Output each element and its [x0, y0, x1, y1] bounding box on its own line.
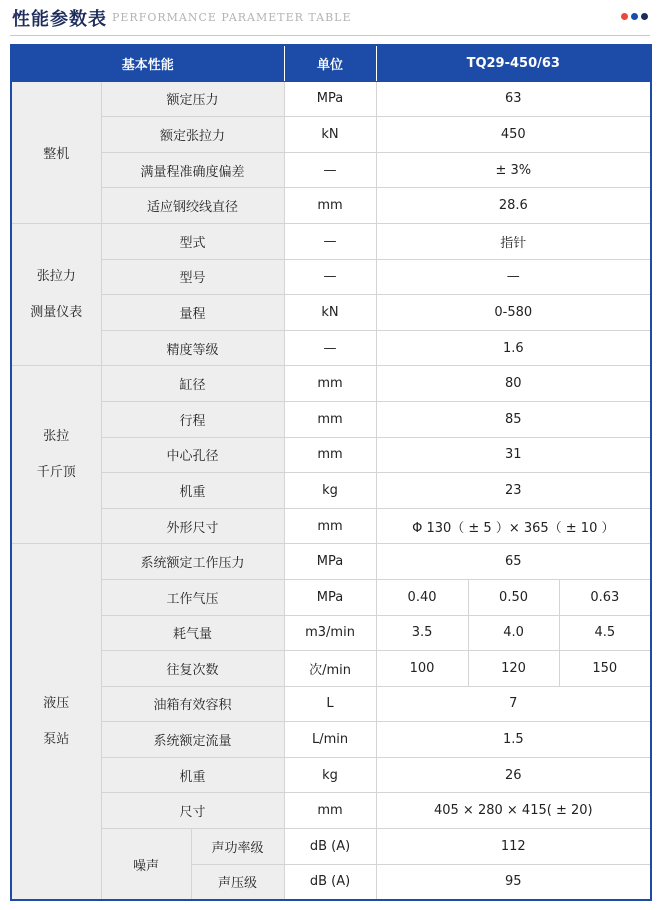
value-cell: 150	[559, 651, 651, 687]
prop-cell: 耗气量	[101, 615, 284, 651]
unit-cell: kg	[284, 473, 376, 509]
value-cell: 7	[376, 686, 651, 722]
table-row	[11, 152, 651, 188]
group-whole-machine: 整机	[11, 81, 101, 223]
prop-cell: 声压级	[191, 864, 284, 900]
value-cell: 65	[376, 544, 651, 580]
prop-cell: 系统额定流量	[101, 722, 284, 758]
table-row	[11, 793, 651, 829]
value-cell: Φ 130（ ± 5 ）× 365（ ± 10 ）	[376, 508, 651, 544]
prop-cell: 型号	[101, 259, 284, 295]
group-label-line: 泵站	[43, 731, 70, 747]
navy-dot-icon	[641, 13, 648, 20]
value-cell: 450	[376, 117, 651, 153]
table-row	[11, 686, 651, 722]
group-gauge	[11, 223, 101, 365]
prop-cell: 尺寸	[101, 793, 284, 829]
value-cell: 0.50	[468, 579, 559, 615]
value-cell: 63	[376, 81, 651, 117]
unit-cell: m3/min	[284, 615, 376, 651]
prop-cell: 中心孔径	[101, 437, 284, 473]
unit-cell: —	[284, 223, 376, 259]
table-row	[11, 295, 651, 331]
value-cell: 95	[376, 864, 651, 900]
value-cell: 405 × 280 × 415( ± 20)	[376, 793, 651, 829]
header-unit: 单位	[284, 45, 376, 81]
table-row	[11, 259, 651, 295]
table-row	[11, 401, 651, 437]
value-cell: 112	[376, 829, 651, 865]
group-label-line: 千斤顶	[36, 464, 76, 480]
prop-cell: 机重	[101, 757, 284, 793]
unit-cell: kg	[284, 757, 376, 793]
group-label-line: 测量仪表	[30, 304, 83, 320]
group-pump	[11, 544, 101, 900]
value-cell: 120	[468, 651, 559, 687]
unit-cell: —	[284, 152, 376, 188]
page-header	[0, 0, 660, 38]
prop-cell: 工作气压	[101, 579, 284, 615]
header-model: TQ29-450/63	[376, 45, 651, 81]
table-row	[11, 829, 651, 865]
unit-cell: L	[284, 686, 376, 722]
value-cell: 26	[376, 757, 651, 793]
table-row	[11, 757, 651, 793]
unit-cell: MPa	[284, 81, 376, 117]
value-cell: 0.63	[559, 579, 651, 615]
page-title: 性能参数表	[12, 9, 107, 30]
value-cell: 4.5	[559, 615, 651, 651]
table-row	[11, 508, 651, 544]
group-label-line: 张拉力	[36, 268, 76, 284]
decorative-dots	[621, 13, 648, 20]
table-row	[11, 473, 651, 509]
unit-cell: MPa	[284, 579, 376, 615]
value-cell: 85	[376, 401, 651, 437]
unit-cell: mm	[284, 508, 376, 544]
unit-cell: mm	[284, 366, 376, 402]
unit-cell: —	[284, 330, 376, 366]
value-cell: 80	[376, 366, 651, 402]
unit-cell: mm	[284, 401, 376, 437]
value-cell: 3.5	[376, 615, 468, 651]
prop-cell: 额定压力	[101, 81, 284, 117]
table-row	[11, 544, 651, 580]
table-row	[11, 188, 651, 224]
prop-cell: 额定张拉力	[101, 117, 284, 153]
unit-cell: MPa	[284, 544, 376, 580]
table-row	[11, 117, 651, 153]
table-row	[11, 437, 651, 473]
value-cell: —	[376, 259, 651, 295]
table-header-row	[11, 45, 651, 81]
unit-cell: —	[284, 259, 376, 295]
header-divider	[10, 35, 650, 36]
group-jack	[11, 366, 101, 544]
unit-cell: L/min	[284, 722, 376, 758]
prop-cell: 满量程准确度偏差	[101, 152, 284, 188]
prop-cell: 外形尺寸	[101, 508, 284, 544]
unit-cell: dB (A)	[284, 829, 376, 865]
unit-cell: dB (A)	[284, 864, 376, 900]
blue-dot-icon	[631, 13, 638, 20]
value-cell: 1.5	[376, 722, 651, 758]
table-row	[11, 330, 651, 366]
value-cell: 100	[376, 651, 468, 687]
noise-label: 噪声	[101, 829, 191, 901]
table-row	[11, 651, 651, 687]
prop-cell: 机重	[101, 473, 284, 509]
unit-cell: 次/min	[284, 651, 376, 687]
header-performance: 基本性能	[11, 45, 284, 81]
table-row	[11, 615, 651, 651]
prop-cell: 往复次数	[101, 651, 284, 687]
value-cell: 31	[376, 437, 651, 473]
value-cell: 0.40	[376, 579, 468, 615]
value-cell: 23	[376, 473, 651, 509]
page-subtitle: PERFORMANCE PARAMETER TABLE	[112, 11, 352, 24]
table-row	[11, 366, 651, 402]
table-row	[11, 223, 651, 259]
prop-cell: 行程	[101, 401, 284, 437]
group-label-line: 液压	[43, 695, 70, 711]
table-row	[11, 722, 651, 758]
value-cell: 1.6	[376, 330, 651, 366]
value-cell: 28.6	[376, 188, 651, 224]
prop-cell: 系统额定工作压力	[101, 544, 284, 580]
prop-cell: 适应钢绞线直径	[101, 188, 284, 224]
prop-cell: 油箱有效容积	[101, 686, 284, 722]
unit-cell: mm	[284, 793, 376, 829]
value-cell: 指针	[376, 223, 651, 259]
unit-cell: mm	[284, 437, 376, 473]
prop-cell: 声功率级	[191, 829, 284, 865]
prop-cell: 缸径	[101, 366, 284, 402]
value-cell: 4.0	[468, 615, 559, 651]
value-cell: ± 3%	[376, 152, 651, 188]
unit-cell: mm	[284, 188, 376, 224]
unit-cell: kN	[284, 295, 376, 331]
group-label-line: 张拉	[43, 428, 70, 444]
prop-cell: 量程	[101, 295, 284, 331]
table-row	[11, 81, 651, 117]
parameter-table	[10, 44, 652, 901]
prop-cell: 型式	[101, 223, 284, 259]
table-row	[11, 579, 651, 615]
prop-cell: 精度等级	[101, 330, 284, 366]
unit-cell: kN	[284, 117, 376, 153]
value-cell: 0-580	[376, 295, 651, 331]
red-dot-icon	[621, 13, 628, 20]
